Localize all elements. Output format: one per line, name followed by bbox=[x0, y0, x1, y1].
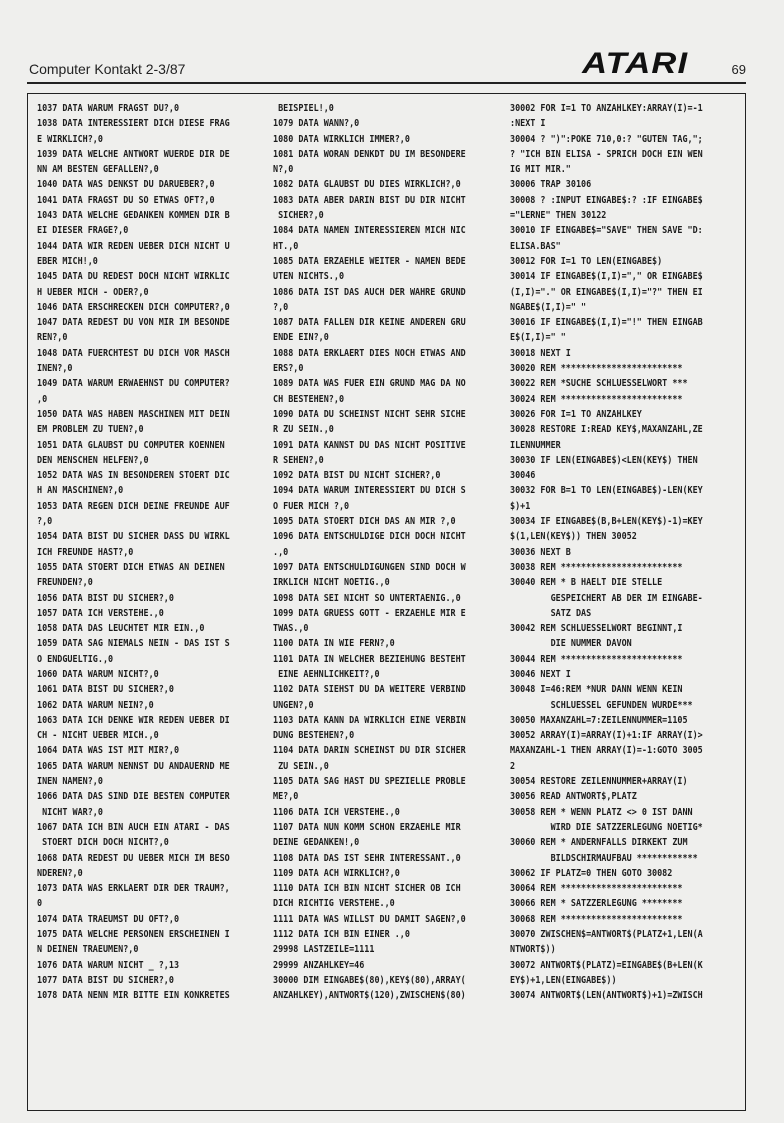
code-line: 1086 DATA IST DAS AUCH DER WAHRE GRUND bbox=[273, 286, 466, 298]
code-line: 1107 DATA NUN KOMM SCHON ERZAEHLE MIR bbox=[273, 821, 461, 833]
code-line: 1050 DATA WAS HABEN MASCHINEN MIT DEIN bbox=[37, 408, 230, 420]
code-line: (I,I)="." OR EINGABE$(I,I)="?" THEN EI bbox=[510, 286, 703, 298]
code-line: 30064 REM ************************ bbox=[510, 883, 683, 895]
code-line: EM PROBLEM ZU TUEN?,0 bbox=[37, 424, 144, 436]
code-line: REN?,0 bbox=[37, 332, 68, 344]
code-line: WIRD DIE SATZZERLEGUNG NOETIG* bbox=[510, 821, 703, 833]
code-line: SICHER?,0 bbox=[273, 210, 324, 222]
code-line: EINE AEHNLICHKEIT?,0 bbox=[273, 668, 380, 680]
code-line: 1096 DATA ENTSCHULDIGE DICH DOCH NICHT bbox=[273, 531, 466, 543]
code-line: 30016 IF EINGABE$(I,I)="!" THEN EINGAB bbox=[510, 317, 703, 329]
code-line: 30040 REM * B HAELT DIE STELLE bbox=[510, 577, 663, 589]
code-line: BEISPIEL!,0 bbox=[273, 103, 334, 114]
code-line: NGABE$(I,I)=" " bbox=[510, 301, 587, 313]
code-line: E$(I,I)=" " bbox=[510, 332, 566, 344]
code-line: 1059 DATA SAG NIEMALS NEIN - DAS IST S bbox=[37, 638, 230, 650]
code-line: 1074 DATA TRAEUMST DU OFT?,0 bbox=[37, 913, 180, 925]
code-line: ENDE EIN?,0 bbox=[273, 332, 329, 344]
code-line: 30020 REM ************************ bbox=[510, 363, 683, 375]
code-line: 30068 REM ************************ bbox=[510, 913, 683, 925]
code-line: 1080 DATA WIRKLICH IMMER?,0 bbox=[273, 133, 410, 145]
code-line: 30050 MAXANZAHL=7:ZEILENNUMMER=1105 bbox=[510, 714, 688, 726]
code-line: 1103 DATA KANN DA WIRKLICH EINE VERBIN bbox=[273, 714, 466, 726]
code-line: 30072 ANTWORT$(PLATZ)=EINGABE$(B+LEN(K bbox=[510, 959, 703, 971]
code-line: 1053 DATA REGEN DICH DEINE FREUNDE AUF bbox=[37, 500, 230, 512]
code-line: GESPEICHERT AB DER IM EINGABE- bbox=[510, 592, 703, 604]
code-line: 30026 FOR I=1 TO ANZAHLKEY bbox=[510, 408, 642, 420]
page-header bbox=[27, 47, 746, 84]
code-line: :NEXT I bbox=[510, 118, 546, 130]
code-line: 1089 DATA WAS FUER EIN GRUND MAG DA NO bbox=[273, 378, 466, 390]
code-line: 1102 DATA SIEHST DU DA WEITERE VERBIND bbox=[273, 684, 466, 696]
code-line: IG MIT MIR." bbox=[510, 164, 571, 176]
code-line: 1098 DATA SEI NICHT SO UNTERTAENIG.,0 bbox=[273, 592, 461, 604]
code-line: 30002 FOR I=1 TO ANZAHLKEY:ARRAY(I)=-1 bbox=[510, 103, 703, 114]
code-line: ,0 bbox=[37, 393, 48, 405]
code-line: 30074 ANTWORT$(LEN(ANTWORT$)+1)=ZWISCH bbox=[510, 990, 703, 1002]
code-line: 1078 DATA NENN MIR BITTE EIN KONKRETES bbox=[37, 990, 230, 1002]
code-line: 30034 IF EINGABE$(B,B+LEN(KEY$)-1)=KEY bbox=[510, 516, 703, 528]
code-line: SATZ DAS bbox=[510, 607, 592, 619]
code-line: N DEINEN TRAEUMEN?,0 bbox=[37, 944, 139, 956]
code-line: NTWORT$)) bbox=[510, 944, 556, 956]
code-line: CH - NICHT UEBER MICH.,0 bbox=[37, 730, 159, 742]
code-line: BILDSCHIRMAUFBAU ************ bbox=[510, 852, 698, 864]
code-line: 1109 DATA ACH WIRKLICH?,0 bbox=[273, 867, 400, 879]
page-number: 69 bbox=[731, 62, 746, 77]
listing-column-3 bbox=[510, 101, 742, 1004]
code-line: 1043 DATA WELCHE GEDANKEN KOMMEN DIR B bbox=[37, 210, 230, 222]
code-line: 29998 LASTZEILE=1111 bbox=[273, 944, 375, 956]
code-line: 2 bbox=[510, 760, 516, 772]
code-line: 1076 DATA WARUM NICHT _ ?,13 bbox=[37, 959, 180, 971]
code-line: 1040 DATA WAS DENKST DU DARUEBER?,0 bbox=[37, 179, 215, 191]
code-line: R ZU SEIN.,0 bbox=[273, 424, 334, 436]
code-line: H AN MASCHINEN?,0 bbox=[37, 485, 124, 497]
code-line: 1077 DATA BIST DU SICHER?,0 bbox=[37, 974, 174, 986]
code-line: 30024 REM ************************ bbox=[510, 393, 683, 405]
code-line: CH BESTEHEN?,0 bbox=[273, 393, 345, 405]
code-line: 1054 DATA BIST DU SICHER DASS DU WIRKL bbox=[37, 531, 230, 543]
code-line: 30030 IF LEN(EINGABE$)<LEN(KEY$) THEN bbox=[510, 454, 698, 466]
code-line: 30000 DIM EINGABE$(80),KEY$(80),ARRAY( bbox=[273, 974, 466, 986]
code-line: ILENNUMMER bbox=[510, 439, 561, 451]
code-line: 30006 TRAP 30106 bbox=[510, 179, 592, 191]
code-line: 1039 DATA WELCHE ANTWORT WUERDE DIR DE bbox=[37, 148, 230, 160]
code-line: EBER MICH!,0 bbox=[37, 255, 98, 267]
code-line: 1083 DATA ABER DARIN BIST DU DIR NICHT bbox=[273, 194, 466, 206]
code-line: 1051 DATA GLAUBST DU COMPUTER KOENNEN bbox=[37, 439, 225, 451]
code-line: .,0 bbox=[273, 546, 289, 558]
code-line: ?,0 bbox=[37, 516, 53, 528]
code-line: 1037 DATA WARUM FRAGST DU?,0 bbox=[37, 103, 180, 114]
code-line: ZU SEIN.,0 bbox=[273, 760, 329, 772]
code-line: UTEN NICHTS.,0 bbox=[273, 271, 345, 283]
code-line: 30014 IF EINGABE$(I,I)="," OR EINGABE$ bbox=[510, 271, 703, 283]
code-line: 30066 REM * SATZZERLEGUNG ******** bbox=[510, 898, 683, 910]
code-line: ICH FREUNDE HAST?,0 bbox=[37, 546, 134, 558]
code-line: 1058 DATA DAS LEUCHTET MIR EIN.,0 bbox=[37, 623, 205, 635]
code-line: ELISA.BAS" bbox=[510, 240, 561, 252]
code-line: 30036 NEXT B bbox=[510, 546, 571, 558]
code-line: NDEREN?,0 bbox=[37, 867, 83, 879]
code-line: E WIRKLICH?,0 bbox=[37, 133, 103, 145]
code-line: 1104 DATA DARIN SCHEINST DU DIR SICHER bbox=[273, 745, 466, 757]
code-line: 30044 REM ************************ bbox=[510, 653, 683, 665]
code-line: 30008 ? :INPUT EINGABE$:? :IF EINGABE$ bbox=[510, 194, 703, 206]
code-line: HT.,0 bbox=[273, 240, 299, 252]
code-line: 1092 DATA BIST DU NICHT SICHER?,0 bbox=[273, 470, 441, 482]
code-line: H UEBER MICH - ODER?,0 bbox=[37, 286, 149, 298]
code-line: ME?,0 bbox=[273, 791, 299, 803]
code-line: 30046 bbox=[510, 470, 536, 482]
listing-column-1 bbox=[37, 101, 273, 1004]
code-line: 1044 DATA WIR REDEN UEBER DICH NICHT U bbox=[37, 240, 230, 252]
code-line: DUNG BESTEHEN?,0 bbox=[273, 730, 355, 742]
code-line: 1056 DATA BIST DU SICHER?,0 bbox=[37, 592, 174, 604]
code-line: DEINE GEDANKEN!,0 bbox=[273, 837, 360, 849]
code-line: O ENDGUELTIG.,0 bbox=[37, 653, 114, 665]
code-line: NN AM BESTEN GEFALLEN?,0 bbox=[37, 164, 159, 176]
code-line: DEN MENSCHEN HELFEN?,0 bbox=[37, 454, 149, 466]
code-line: 30010 IF EINGABE$="SAVE" THEN SAVE "D: bbox=[510, 225, 703, 237]
code-line: 1055 DATA STOERT DICH ETWAS AN DEINEN bbox=[37, 561, 225, 573]
code-line: 30046 NEXT I bbox=[510, 668, 571, 680]
code-line: ANZAHLKEY),ANTWORT$(120),ZWISCHEN$(80) bbox=[273, 990, 466, 1002]
code-line: 1090 DATA DU SCHEINST NICHT SEHR SICHE bbox=[273, 408, 466, 420]
code-line: 1106 DATA ICH VERSTEHE.,0 bbox=[273, 806, 400, 818]
code-line: ? "ICH BIN ELISA - SPRICH DOCH EIN WEN bbox=[510, 148, 703, 160]
code-line: 1095 DATA STOERT DICH DAS AN MIR ?,0 bbox=[273, 516, 456, 528]
code-line: 1110 DATA ICH BIN NICHT SICHER OB ICH bbox=[273, 883, 461, 895]
code-line: 1066 DATA DAS SIND DIE BESTEN COMPUTER bbox=[37, 791, 230, 803]
magazine-title: Computer Kontakt 2-3/87 bbox=[29, 61, 186, 77]
code-line: 1061 DATA BIST DU SICHER?,0 bbox=[37, 684, 174, 696]
code-line: 1094 DATA WARUM INTERESSIERT DU DICH S bbox=[273, 485, 466, 497]
code-line: 1060 DATA WARUM NICHT?,0 bbox=[37, 668, 159, 680]
code-line: 1111 DATA WAS WILLST DU DAMIT SAGEN?,0 bbox=[273, 913, 466, 925]
code-line: ERS?,0 bbox=[273, 363, 304, 375]
code-line: 1079 DATA WANN?,0 bbox=[273, 118, 360, 130]
code-line: 29999 ANZAHLKEY=46 bbox=[273, 959, 365, 971]
code-line: 1047 DATA REDEST DU VON MIR IM BESONDE bbox=[37, 317, 230, 329]
code-line: 1101 DATA IN WELCHER BEZIEHUNG BESTEHT bbox=[273, 653, 466, 665]
code-line: EI DIESER FRAGE?,0 bbox=[37, 225, 129, 237]
code-line: NICHT WAR?,0 bbox=[37, 806, 103, 818]
code-line: 30062 IF PLATZ=0 THEN GOTO 30082 bbox=[510, 867, 673, 879]
code-line: SCHLUESSEL GEFUNDEN WURDE*** bbox=[510, 699, 693, 711]
code-line: DICH RICHTIG VERSTEHE.,0 bbox=[273, 898, 395, 910]
code-line: 1081 DATA WORAN DENKDT DU IM BESONDERE bbox=[273, 148, 466, 160]
code-line: 30004 ? ")":POKE 710,0:? "GUTEN TAG,"; bbox=[510, 133, 703, 145]
listing-column-2 bbox=[273, 101, 505, 1004]
code-line: IRKLICH NICHT NOETIG.,0 bbox=[273, 577, 390, 589]
code-line: 30056 READ ANTWORT$,PLATZ bbox=[510, 791, 637, 803]
code-line: ="LERNE" THEN 30122 bbox=[510, 210, 607, 222]
code-line: 1108 DATA DAS IST SEHR INTERESSANT.,0 bbox=[273, 852, 461, 864]
code-line: 30022 REM *SUCHE SCHLUESSELWORT *** bbox=[510, 378, 688, 390]
code-line: 1082 DATA GLAUBST DU DIES WIRKLICH?,0 bbox=[273, 179, 461, 191]
code-line: MAXANZAHL-1 THEN ARRAY(I)=-1:GOTO 3005 bbox=[510, 745, 703, 757]
code-line: 1068 DATA REDEST DU UEBER MICH IM BESO bbox=[37, 852, 230, 864]
code-line: N?,0 bbox=[273, 164, 294, 176]
code-line: 30028 RESTORE I:READ KEY$,MAXANZAHL,ZE bbox=[510, 424, 703, 436]
code-line: 1091 DATA KANNST DU DAS NICHT POSITIVE bbox=[273, 439, 466, 451]
code-line: STOERT DICH DOCH NICHT?,0 bbox=[37, 837, 169, 849]
code-line: 1064 DATA WAS IST MIT MIR?,0 bbox=[37, 745, 180, 757]
code-line: 1087 DATA FALLEN DIR KEINE ANDEREN GRU bbox=[273, 317, 466, 329]
code-line: 1084 DATA NAMEN INTERESSIEREN MICH NIC bbox=[273, 225, 466, 237]
code-line: INEN NAMEN?,0 bbox=[37, 776, 103, 788]
code-line: EY$)+1,LEN(EINGABE$)) bbox=[510, 974, 617, 986]
code-line: 30048 I=46:REM *NUR DANN WENN KEIN bbox=[510, 684, 683, 696]
code-line: 1045 DATA DU REDEST DOCH NICHT WIRKLIC bbox=[37, 271, 230, 283]
code-line: 30042 REM SCHLUESSELWORT BEGINNT,I bbox=[510, 623, 683, 635]
code-line: 1073 DATA WAS ERKLAERT DIR DER TRAUM?, bbox=[37, 883, 230, 895]
code-line: 1048 DATA FUERCHTEST DU DICH VOR MASCH bbox=[37, 347, 230, 359]
code-line: 30032 FOR B=1 TO LEN(EINGABE$)-LEN(KEY bbox=[510, 485, 703, 497]
code-line: 1038 DATA INTERESSIERT DICH DIESE FRAG bbox=[37, 118, 230, 130]
code-line: ?,0 bbox=[273, 301, 289, 313]
code-line: 1097 DATA ENTSCHULDIGUNGEN SIND DOCH W bbox=[273, 561, 466, 573]
code-line: 1085 DATA ERZAEHLE WEITER - NAMEN BEDE bbox=[273, 255, 466, 267]
code-line: 1099 DATA GRUESS GOTT - ERZAEHLE MIR E bbox=[273, 607, 466, 619]
code-line: 1052 DATA WAS IN BESONDEREN STOERT DIC bbox=[37, 470, 230, 482]
code-line: $(1,LEN(KEY$)) THEN 30052 bbox=[510, 531, 637, 543]
code-line: TWAS.,0 bbox=[273, 623, 309, 635]
code-line: INEN?,0 bbox=[37, 363, 73, 375]
code-line: O FUER MICH ?,0 bbox=[273, 500, 350, 512]
code-line: R SEHEN?,0 bbox=[273, 454, 324, 466]
code-line: 30018 NEXT I bbox=[510, 347, 571, 359]
code-line: 1100 DATA IN WIE FERN?,0 bbox=[273, 638, 395, 650]
code-line: 1067 DATA ICH BIN AUCH EIN ATARI - DAS bbox=[37, 821, 230, 833]
code-line: 1062 DATA WARUM NEIN?,0 bbox=[37, 699, 154, 711]
brand-logo: ATARI bbox=[581, 47, 688, 80]
code-line: 1049 DATA WARUM ERWAEHNST DU COMPUTER? bbox=[37, 378, 230, 390]
code-line: 1057 DATA ICH VERSTEHE.,0 bbox=[37, 607, 164, 619]
code-line: 30012 FOR I=1 TO LEN(EINGABE$) bbox=[510, 255, 663, 267]
code-line: $)+1 bbox=[510, 500, 531, 512]
code-line: 1112 DATA ICH BIN EINER .,0 bbox=[273, 929, 410, 941]
code-line: 30038 REM ************************ bbox=[510, 561, 683, 573]
code-line: 30060 REM * ANDERNFALLS DIRKEKT ZUM bbox=[510, 837, 688, 849]
code-line: 30052 ARRAY(I)=ARRAY(I)+1:IF ARRAY(I)> bbox=[510, 730, 703, 742]
code-line: 1041 DATA FRAGST DU SO ETWAS OFT?,0 bbox=[37, 194, 215, 206]
code-line: 1075 DATA WELCHE PERSONEN ERSCHEINEN I bbox=[37, 929, 230, 941]
code-line: 0 bbox=[37, 898, 43, 910]
code-line: 1063 DATA ICH DENKE WIR REDEN UEBER DI bbox=[37, 714, 230, 726]
code-line: 1105 DATA SAG HAST DU SPEZIELLE PROBLE bbox=[273, 776, 466, 788]
code-line: 1046 DATA ERSCHRECKEN DICH COMPUTER?,0 bbox=[37, 301, 230, 313]
code-line: DIE NUMMER DAVON bbox=[510, 638, 632, 650]
code-line: FREUNDEN?,0 bbox=[37, 577, 93, 589]
code-line: 30054 RESTORE ZEILENNUMMER+ARRAY(I) bbox=[510, 776, 688, 788]
code-line: UNGEN?,0 bbox=[273, 699, 314, 711]
code-line: 1088 DATA ERKLAERT DIES NOCH ETWAS AND bbox=[273, 347, 466, 359]
code-line: 30058 REM * WENN PLATZ <> 0 IST DANN bbox=[510, 806, 693, 818]
code-line: 30070 ZWISCHEN$=ANTWORT$(PLATZ+1,LEN(A bbox=[510, 929, 703, 941]
code-line: 1065 DATA WARUM NENNST DU ANDAUERND ME bbox=[37, 760, 230, 772]
